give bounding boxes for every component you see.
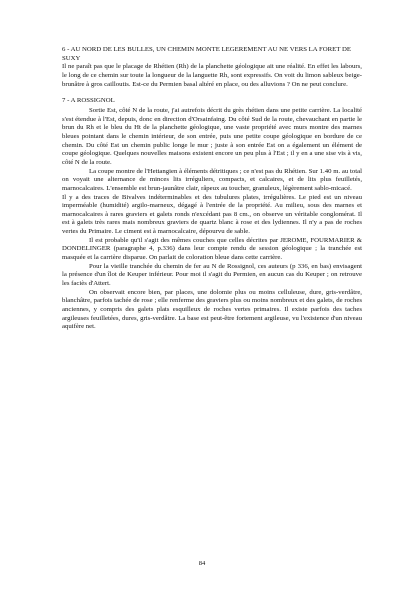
section-7-paragraph-2: La coupe montre de l'Hettangien à éléments détritiques ; ce n'est pas du Rhétien. Sur 1.40 m. au total on voyait une alternance de minces lits irréguliers, compacts, et calcaires, et de lits plus feuilletés, marnocalcaires. L'ensemble est brun-jaunâtre clair, râpeux au toucher, granuleux, légèrement sablo-micacé. — [62, 167, 362, 192]
section-6-paragraph: Il ne paraît pas que le placage de Rhétien (Rh) de la planchette géologique ait une réalité. En effet les labours, le long de ce chemin sur toute la longueur de la languette Rh, sont expressifs. On voit du limon sableux beige-brunâtre à gros cailloutis. Est-ce du Permien basal altéré en place, ou des alluvions ? On ne peut conclure. — [62, 63, 362, 88]
section-7-heading: 7 - A ROSSIGNOL — [62, 97, 115, 105]
section-7-paragraph-5: Pour la vieille tranchée du chemin de fer au N de Rossignol, ces auteurs (p 336, en bas) envisagent la présence d'un îlot de Keuper inférieur. Pour moi il s'agit du Permien, en aucun cas du Keuper ; on retrouve les faciès d'Attert. — [62, 262, 362, 288]
section-7-paragraph-4: Il est probable qu'il s'agit des mêmes couches que celles décrites par JEROME, FOURMARIER & DONDELINGER (paragraphe 4, p.336) dans leur compte rendu de session géologique ; la tranchée est masquée et la carrière disparue. On parlait de coloration bleue dans cette carrière. — [62, 236, 362, 262]
page-number: 84 — [198, 560, 206, 567]
section-7-paragraph-6: On observait encore bien, par places, une dolomie plus ou moins celluleuse, dure, gris-verdâtre, blanchâtre, parfois tachée de rose ; elle renferme des graviers plus ou moins nombreux et des galets, de roches anciennes, y compris des galets plats esquilleux de roches vertes primaires. Il existe parfois des taches argileuses feuilletées, dures, gris-verdâtre. La base est peut-être fortement argileuse, vu l'existence d'un niveau aquifère net. — [62, 288, 362, 331]
page-body — [62, 46, 362, 332]
section-7-paragraph-3: Il y a des traces de Bivalves indéterminables et des tubulures plates, irrégulières. Le pied est un niveau imperméable (humidité) argilo-marneux, dégagé à l'entrée de la propriété. Au milieu, sous des marnes et marnocalcaires à rares graviers et galets ronds n'excédant pas 8 cm., on observe un véritable conglomérat. Il est à galets très rares mais nombreux graviers de quartz blanc à rose et des lydiennes. Il n'y a pas de roches vertes du Primaire. Le ciment est à marnocalcaire, dépourvu de sable. — [62, 193, 362, 236]
section-spacer — [62, 89, 362, 97]
section-6-heading: 6 - AU NORD DE LES BULLES, UN CHEMIN MONTE LEGEREMENT AU NE VERS LA FORET DE SUXY — [62, 46, 351, 62]
section-7-paragraph-1: Sortie Est, côté N de la route, j'ai autrefois décrit du grès rhétien dans une petite carrière. La localité s'est étendue à l'Est, depuis, donc en direction d'Orsainfaing. Du côté Sud de la route, chevauchant en partie le brun du Rh et le bleu du Ht de la planchette géologique, une vaste propriété avec murs montre des marnes bleues pointant dans le chemin intérieur, de son entrée, puis une petite coupe géologique en bordure de ce chemin. Du côté Est un chemin public longe le mur ; juste à son entrée Est on a également un élément de coupe géologique. Quelques nouvelles maisons existent encore un peu plus à l'Est ; il y en a une sise vis à vis, côté N de la route. — [62, 106, 362, 166]
